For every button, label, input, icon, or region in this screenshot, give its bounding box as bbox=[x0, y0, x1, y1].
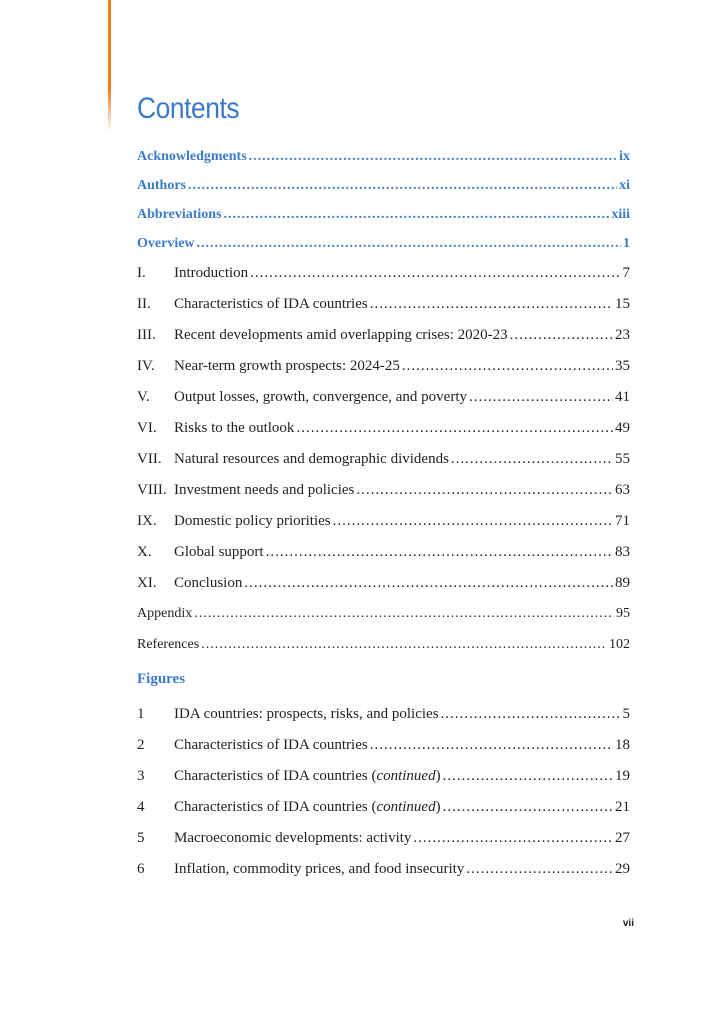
toc-entry-page: 55 bbox=[615, 451, 630, 467]
toc-entry-title: References bbox=[137, 637, 200, 652]
toc-entry-title: Overview bbox=[137, 236, 195, 251]
toc-leader-dots bbox=[413, 827, 613, 849]
figure-title-text: Characteristics of IDA countries ( bbox=[174, 768, 377, 784]
figure-title-close: ) bbox=[435, 799, 441, 815]
toc-entry-references[interactable] bbox=[137, 634, 630, 665]
toc-entry-chapter[interactable] bbox=[137, 386, 630, 417]
figure-page: 5 bbox=[622, 706, 630, 722]
toc-leader-dots bbox=[249, 146, 617, 168]
toc-entry-number: X. bbox=[137, 544, 152, 560]
toc-entry-number: V. bbox=[137, 389, 150, 405]
toc-entry-page: xiii bbox=[611, 207, 630, 222]
figure-number: 4 bbox=[137, 799, 145, 815]
toc-entry-page: 71 bbox=[615, 513, 630, 529]
toc-entry-page: 23 bbox=[615, 327, 630, 343]
toc-leader-dots bbox=[266, 541, 613, 563]
toc-entry-chapter[interactable] bbox=[137, 510, 630, 541]
toc-entry-title: Introduction bbox=[174, 265, 249, 281]
toc-entry-chapter[interactable] bbox=[137, 324, 630, 355]
figure-title bbox=[174, 765, 441, 787]
figure-title-close: ) bbox=[435, 768, 441, 784]
toc-entry-authors[interactable] bbox=[137, 175, 630, 204]
toc-leader-dots bbox=[201, 634, 607, 656]
toc-leader-dots bbox=[188, 175, 617, 197]
toc-entry-chapter[interactable] bbox=[137, 355, 630, 386]
toc-entry-page: xi bbox=[619, 178, 630, 193]
figure-entry[interactable] bbox=[137, 796, 630, 827]
toc-leader-dots bbox=[370, 293, 613, 315]
toc-leader-dots bbox=[370, 734, 613, 756]
toc-entry-page: 1 bbox=[623, 236, 630, 251]
toc-entry-chapter[interactable] bbox=[137, 293, 630, 324]
toc-leader-dots bbox=[443, 765, 613, 787]
toc-leader-dots bbox=[333, 510, 613, 532]
toc-entry-acknowledgments[interactable] bbox=[137, 146, 630, 175]
toc-entry-title: Authors bbox=[137, 178, 187, 193]
toc-leader-dots bbox=[469, 386, 613, 408]
toc-leader-dots bbox=[451, 448, 613, 470]
toc-entry-number: VII. bbox=[137, 451, 162, 467]
toc-entry-abbreviations[interactable] bbox=[137, 204, 630, 233]
page-title: Contents bbox=[137, 92, 240, 125]
figure-title bbox=[174, 827, 411, 849]
toc-entry-page: 49 bbox=[615, 420, 630, 436]
toc-entry-title: Natural resources and demographic dividends bbox=[174, 451, 449, 467]
figure-entry[interactable] bbox=[137, 734, 630, 765]
toc-entry-number: III. bbox=[137, 327, 156, 343]
toc-entry-page: 95 bbox=[616, 606, 630, 621]
toc-entry-title: Acknowledgments bbox=[137, 149, 247, 164]
toc-entry-title: Risks to the outlook bbox=[174, 420, 295, 436]
toc-entry-number: II. bbox=[137, 296, 151, 312]
figure-page: 27 bbox=[615, 830, 630, 846]
toc-leader-dots bbox=[250, 262, 620, 284]
toc-entry-page: 15 bbox=[615, 296, 630, 312]
toc-entry-title: Domestic policy priorities bbox=[174, 513, 331, 529]
toc-entry-title: Recent developments amid overlapping crises: 2020-23 bbox=[174, 327, 508, 343]
toc-entry-title: Characteristics of IDA countries bbox=[174, 296, 368, 312]
figure-page: 21 bbox=[615, 799, 630, 815]
toc-leader-dots bbox=[244, 572, 613, 594]
toc-entry-title: Abbreviations bbox=[137, 207, 222, 222]
toc-entry-overview[interactable] bbox=[137, 233, 630, 262]
toc-entry-title: Appendix bbox=[137, 606, 193, 621]
figure-title bbox=[174, 734, 368, 756]
toc-entry-page: 89 bbox=[615, 575, 630, 591]
figure-title-italic: continued bbox=[376, 768, 436, 784]
toc-leader-dots bbox=[466, 858, 613, 880]
toc-entry-page: 83 bbox=[615, 544, 630, 560]
toc-entry-number: XI. bbox=[137, 575, 157, 591]
accent-bar bbox=[108, 0, 111, 132]
figure-title bbox=[174, 796, 441, 818]
toc-entry-number: IV. bbox=[137, 358, 155, 374]
figure-title bbox=[174, 858, 464, 880]
toc-leader-dots bbox=[402, 355, 613, 377]
toc-entry-title: Conclusion bbox=[174, 575, 243, 591]
toc-entry-number: I. bbox=[137, 265, 146, 281]
figure-title-text: Macroeconomic developments: activity bbox=[174, 830, 412, 846]
toc-leader-dots bbox=[224, 204, 610, 226]
toc-entry-page: 41 bbox=[615, 389, 630, 405]
figure-title-text: Inflation, commodity prices, and food insecurity bbox=[174, 861, 465, 877]
toc-entry-page: ix bbox=[619, 149, 630, 164]
toc-entry-chapter[interactable] bbox=[137, 572, 630, 603]
figure-title-text: Characteristics of IDA countries bbox=[174, 737, 368, 753]
figure-entry[interactable] bbox=[137, 703, 630, 734]
toc-entry-title: Investment needs and policies bbox=[174, 482, 355, 498]
toc-leader-dots bbox=[443, 796, 613, 818]
toc-entry-title: Global support bbox=[174, 544, 264, 560]
figure-entry[interactable] bbox=[137, 765, 630, 796]
toc-leader-dots bbox=[296, 417, 613, 439]
figures-list bbox=[137, 703, 630, 889]
figures-heading: Figures bbox=[137, 671, 186, 687]
figure-number: 3 bbox=[137, 768, 145, 784]
toc-entry-title: Near-term growth prospects: 2024-25 bbox=[174, 358, 400, 374]
toc-entry-page: 7 bbox=[622, 265, 630, 281]
figure-title-italic: continued bbox=[376, 799, 436, 815]
page-number: vii bbox=[622, 918, 634, 929]
toc-entry-chapter[interactable] bbox=[137, 262, 630, 293]
figure-page: 29 bbox=[615, 861, 630, 877]
toc-leader-dots bbox=[356, 479, 613, 501]
toc-leader-dots bbox=[441, 703, 621, 725]
figure-entry[interactable] bbox=[137, 858, 630, 889]
toc-entry-title: Output losses, growth, convergence, and poverty bbox=[174, 389, 467, 405]
toc-entry-chapter[interactable] bbox=[137, 417, 630, 448]
toc-entry-number: IX. bbox=[137, 513, 157, 529]
figure-number: 6 bbox=[137, 861, 145, 877]
toc-leader-dots bbox=[194, 603, 614, 625]
toc-leader-dots bbox=[197, 233, 621, 255]
toc-entry-appendix[interactable] bbox=[137, 603, 630, 634]
toc-leader-dots bbox=[510, 324, 613, 346]
figure-number: 2 bbox=[137, 737, 145, 753]
figure-number: 5 bbox=[137, 830, 145, 846]
figure-page: 18 bbox=[615, 737, 630, 753]
figure-entry[interactable] bbox=[137, 827, 630, 858]
figure-number: 1 bbox=[137, 706, 145, 722]
toc-entry-number: VIII. bbox=[137, 482, 167, 498]
toc-entry-chapter[interactable] bbox=[137, 448, 630, 479]
table-of-contents bbox=[137, 146, 630, 665]
figure-title bbox=[174, 703, 439, 725]
toc-entry-page: 102 bbox=[609, 637, 630, 652]
figure-title-text: IDA countries: prospects, risks, and policies bbox=[174, 706, 439, 722]
toc-entry-chapter[interactable] bbox=[137, 541, 630, 572]
toc-entry-page: 63 bbox=[615, 482, 630, 498]
toc-entry-number: VI. bbox=[137, 420, 157, 436]
figure-page: 19 bbox=[615, 768, 630, 784]
figure-title-text: Characteristics of IDA countries ( bbox=[174, 799, 377, 815]
toc-entry-chapter[interactable] bbox=[137, 479, 630, 510]
toc-entry-page: 35 bbox=[615, 358, 630, 374]
